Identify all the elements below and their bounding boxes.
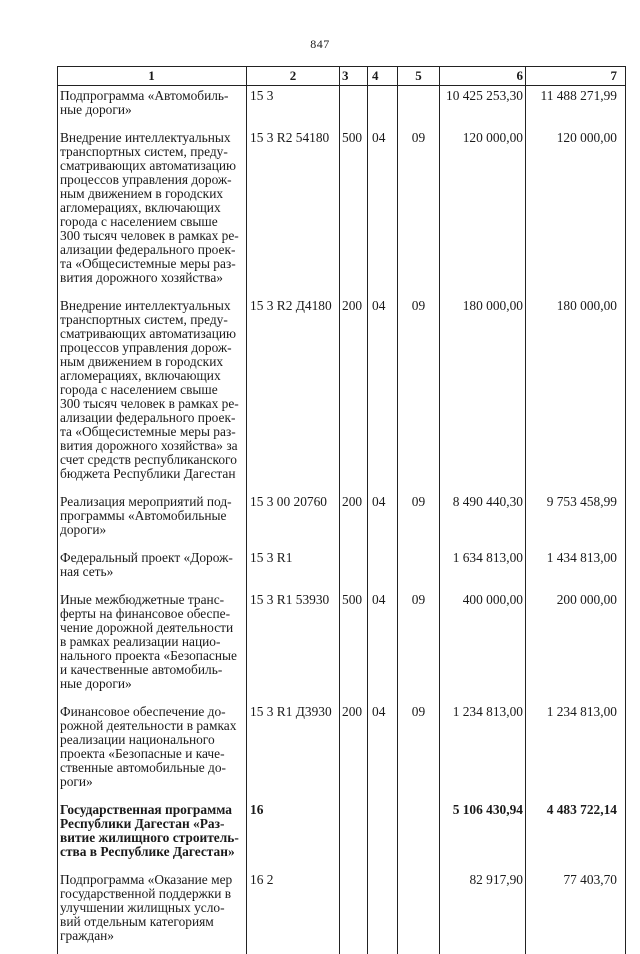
- row-col-5: [398, 548, 440, 590]
- row-col-3: 200: [340, 492, 368, 548]
- row-col-4: [368, 548, 398, 590]
- row-name: Иные межбюджетные транс- ферты на финансовое обеспе- чение дорожной деятельности в рамках реализации нацио- нального проекта «Безопасные и качественные автомобиль- ные дороги»: [58, 590, 247, 702]
- row-col-4: [368, 86, 398, 129]
- row-col-3: [340, 800, 368, 870]
- row-amount-6: 1 234 813,00: [440, 702, 526, 800]
- table-row: [58, 296, 626, 492]
- row-name: Финансовое обеспечение до- рожной деятельности в рамках реализации национального проекта «Безопасные и каче- ственные автомобильные до- роги»: [58, 702, 247, 800]
- row-col-4: 04: [368, 492, 398, 548]
- table-row: [58, 128, 626, 296]
- row-amount-6: 5 106 430,94: [440, 800, 526, 870]
- row-name: Федеральный проект «Дорож- ная сеть»: [58, 548, 247, 590]
- table-row: [58, 870, 626, 954]
- row-col-5: 09: [398, 702, 440, 800]
- row-col-5: [398, 870, 440, 954]
- row-name: Внедрение интеллектуальных транспортных систем, преду- сматривающих автоматизацию процессов управления дорож- ным движением в городских агломерациях, включающих города с населением свыше 300 тысяч человек в рамках ре- ализации федерального проек- та «Общесистемные меры раз- вития дорожного хозяйства» за счет средств республиканского бюджета Республики Дагестан: [58, 296, 247, 492]
- row-col-5: 09: [398, 128, 440, 296]
- table-row: [58, 548, 626, 590]
- budget-table: [57, 66, 626, 954]
- header-col-7: 7: [526, 67, 626, 86]
- row-col-4: [368, 870, 398, 954]
- row-name: Реализация мероприятий под- программы «Автомобильные дороги»: [58, 492, 247, 548]
- header-col-2: 2: [247, 67, 340, 86]
- header-col-5: 5: [398, 67, 440, 86]
- row-code: 15 3: [247, 86, 340, 129]
- row-amount-7: 120 000,00: [526, 128, 626, 296]
- row-amount-6: 120 000,00: [440, 128, 526, 296]
- row-code: 15 3 R1 53930: [247, 590, 340, 702]
- row-amount-7: 1 434 813,00: [526, 548, 626, 590]
- row-col-3: 200: [340, 702, 368, 800]
- row-code: 15 3 R2 54180: [247, 128, 340, 296]
- row-col-3: [340, 548, 368, 590]
- row-col-4: 04: [368, 590, 398, 702]
- row-col-5: [398, 86, 440, 129]
- row-amount-7: 9 753 458,99: [526, 492, 626, 548]
- row-col-3: 500: [340, 128, 368, 296]
- row-code: 16: [247, 800, 340, 870]
- header-col-4: 4: [368, 67, 398, 86]
- row-col-3: [340, 870, 368, 954]
- row-name: Подпрограмма «Автомобиль- ные дороги»: [58, 86, 247, 129]
- row-col-5: 09: [398, 492, 440, 548]
- row-amount-7: 200 000,00: [526, 590, 626, 702]
- row-amount-6: 8 490 440,30: [440, 492, 526, 548]
- row-col-4: [368, 800, 398, 870]
- row-amount-6: 10 425 253,30: [440, 86, 526, 129]
- row-col-4: 04: [368, 702, 398, 800]
- row-amount-6: 1 634 813,00: [440, 548, 526, 590]
- row-col-5: [398, 800, 440, 870]
- table-row: [58, 86, 626, 129]
- row-amount-6: 400 000,00: [440, 590, 526, 702]
- row-col-3: [340, 86, 368, 129]
- row-name: Государственная программа Республики Дагестан «Раз- витие жилищного строитель- ства в Республике Дагестан»: [58, 800, 247, 870]
- row-col-4: 04: [368, 128, 398, 296]
- row-amount-6: 180 000,00: [440, 296, 526, 492]
- row-code: 15 3 R1: [247, 548, 340, 590]
- row-amount-7: 4 483 722,14: [526, 800, 626, 870]
- row-amount-6: 82 917,90: [440, 870, 526, 954]
- header-col-1: 1: [58, 67, 247, 86]
- header-row: [58, 67, 626, 86]
- table-row: [58, 702, 626, 800]
- table-body: [58, 86, 626, 954]
- row-amount-7: 1 234 813,00: [526, 702, 626, 800]
- header-col-3: 3: [340, 67, 368, 86]
- table-row: [58, 492, 626, 548]
- page-number: 847: [0, 37, 640, 52]
- row-amount-7: 180 000,00: [526, 296, 626, 492]
- row-amount-7: 11 488 271,99: [526, 86, 626, 129]
- row-amount-7: 77 403,70: [526, 870, 626, 954]
- row-col-3: 500: [340, 590, 368, 702]
- header-col-6: 6: [440, 67, 526, 86]
- table-row: [58, 800, 626, 870]
- row-name: Внедрение интеллектуальных транспортных систем, преду- сматривающих автоматизацию процессов управления дорож- ным движением в городских агломерациях, включающих города с населением свыше 300 тысяч человек в рамках ре- ализации федерального проек- та «Общесистемные меры раз- вития дорожного хозяйства»: [58, 128, 247, 296]
- table-row: [58, 590, 626, 702]
- row-col-4: 04: [368, 296, 398, 492]
- row-code: 15 3 R1 Д3930: [247, 702, 340, 800]
- row-code: 16 2: [247, 870, 340, 954]
- row-code: 15 3 R2 Д4180: [247, 296, 340, 492]
- row-col-5: 09: [398, 296, 440, 492]
- row-code: 15 3 00 20760: [247, 492, 340, 548]
- row-col-3: 200: [340, 296, 368, 492]
- row-name: Подпрограмма «Оказание мер государственной поддержки в улучшении жилищных усло- вий отдельным категориям граждан»: [58, 870, 247, 954]
- row-col-5: 09: [398, 590, 440, 702]
